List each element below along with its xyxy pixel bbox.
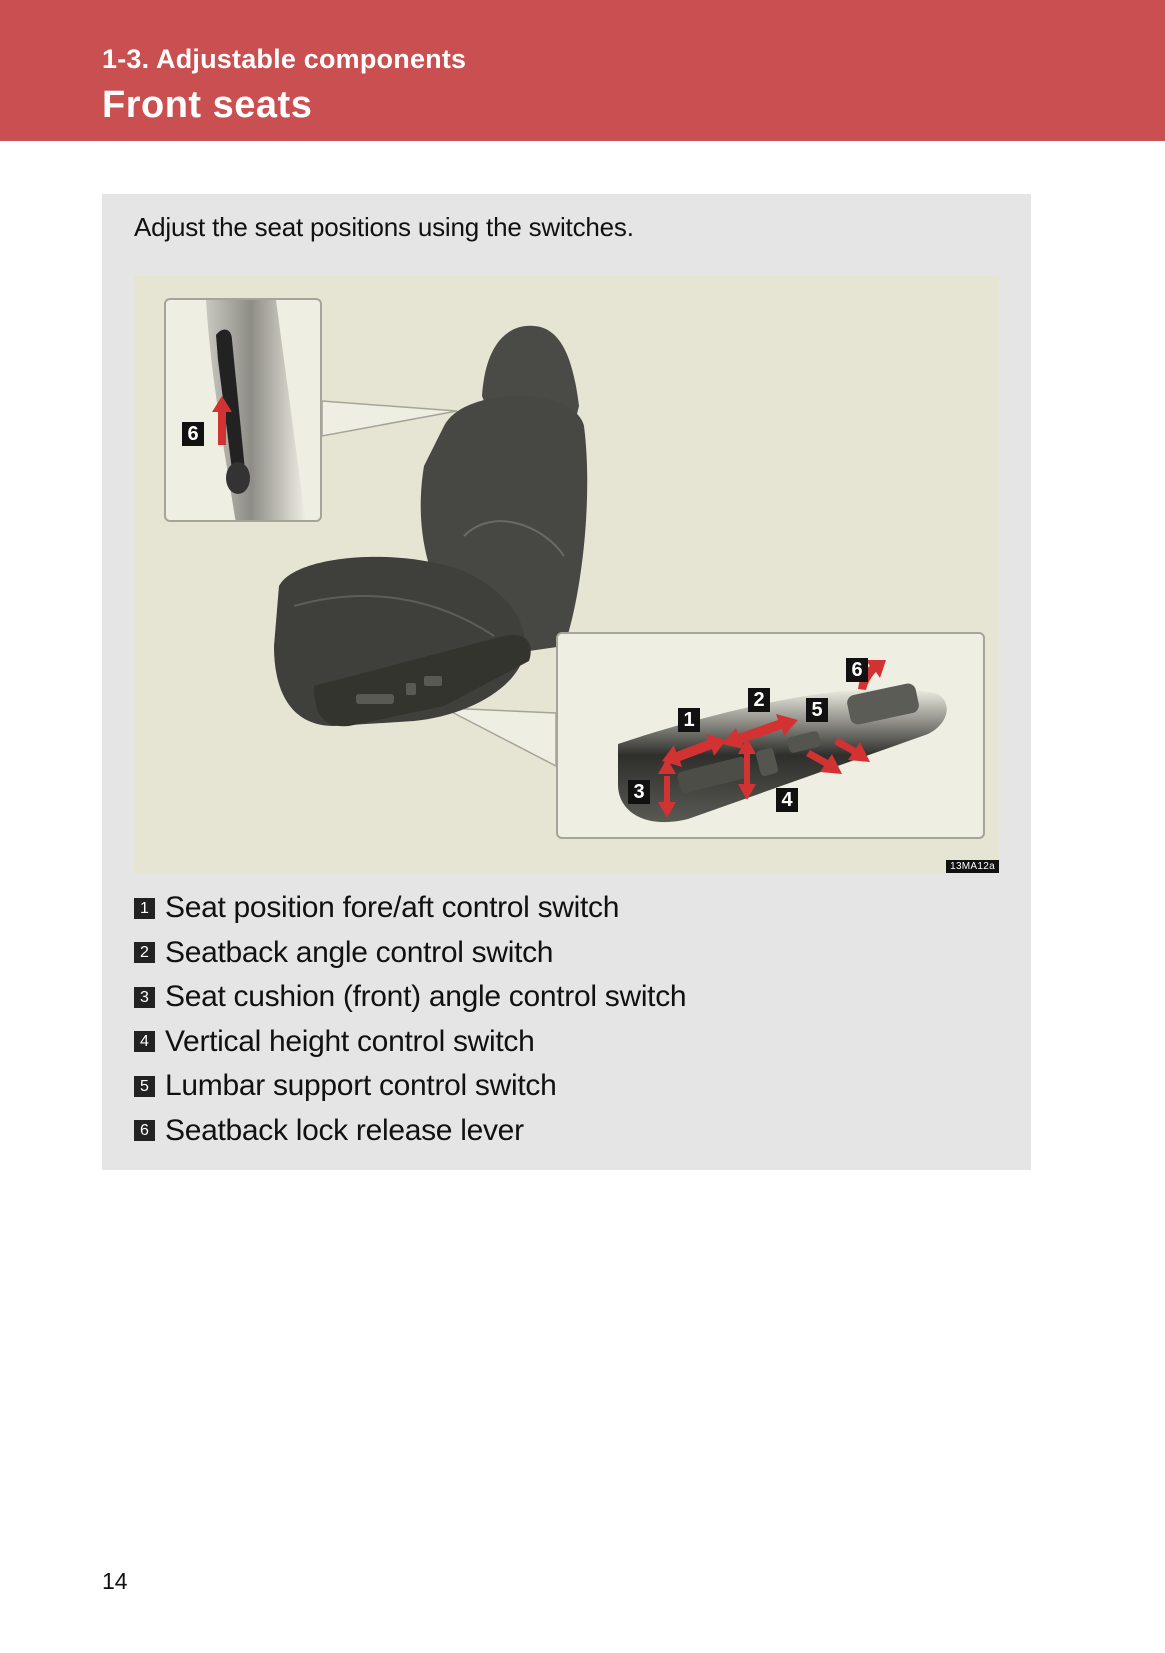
lever-callout-number: 6 <box>182 422 204 446</box>
legend-number-badge: 4 <box>134 1031 155 1052</box>
switch-callout-1: 1 <box>678 708 700 732</box>
page-number: 14 <box>102 1568 128 1594</box>
legend-label: Vertical height control switch <box>165 1024 535 1058</box>
switch-callout-3: 3 <box>628 780 650 804</box>
lever-inset <box>164 298 322 522</box>
legend-item <box>134 1109 686 1154</box>
legend-label: Seat cushion (front) angle control switch <box>165 980 687 1014</box>
figure-code: 13MA12a <box>946 860 999 873</box>
legend-number-badge: 1 <box>134 898 155 919</box>
section-heading: 1-3. Adjustable components <box>102 44 467 74</box>
seat-illustration <box>134 276 999 873</box>
switch-callout-4: 4 <box>776 788 798 812</box>
legend-item <box>134 1064 686 1109</box>
switch-callout-6: 6 <box>846 658 868 682</box>
legend-label: Seatback lock release lever <box>165 1113 524 1147</box>
legend-item <box>134 975 686 1020</box>
switch-inset <box>556 632 985 839</box>
page-header <box>0 0 1165 141</box>
legend-item <box>134 886 686 931</box>
intro-text: Adjust the seat positions using the switches. <box>134 212 634 242</box>
switch-callout-5: 5 <box>806 698 828 722</box>
legend-number-badge: 3 <box>134 987 155 1008</box>
legend-label: Seat position fore/aft control switch <box>165 891 620 925</box>
legend-list <box>134 886 686 1153</box>
legend-number-badge: 5 <box>134 1076 155 1097</box>
page-title: Front seats <box>102 84 313 126</box>
legend-item <box>134 931 686 976</box>
legend-item <box>134 1020 686 1065</box>
legend-number-badge: 2 <box>134 942 155 963</box>
legend-label: Lumbar support control switch <box>165 1069 557 1103</box>
switch-callout-2: 2 <box>748 688 770 712</box>
content-panel <box>102 194 1031 1170</box>
legend-label: Seatback angle control switch <box>165 935 554 969</box>
legend-number-badge: 6 <box>134 1120 155 1141</box>
